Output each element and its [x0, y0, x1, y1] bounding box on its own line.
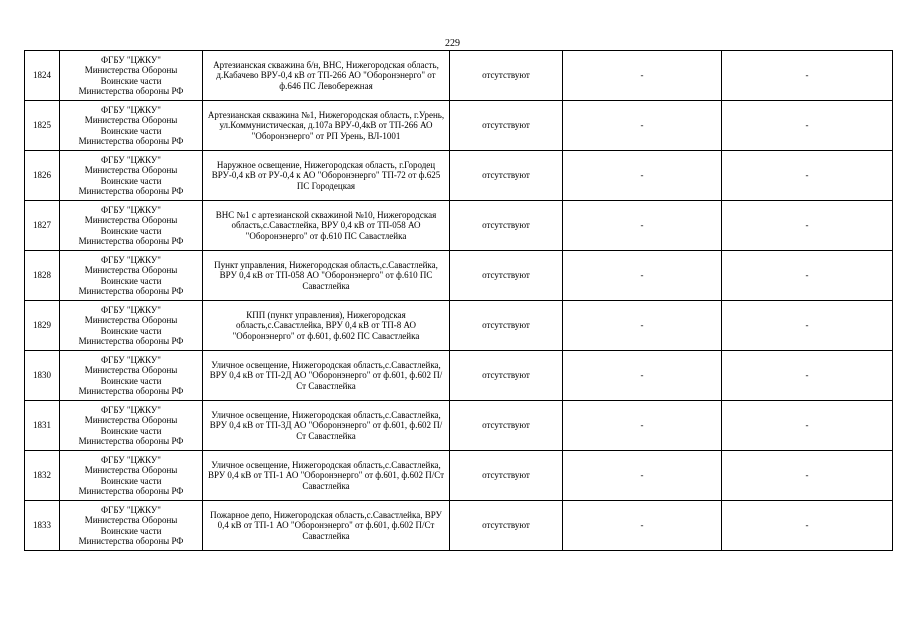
dash-cell: -: [563, 351, 722, 401]
object-description-cell: Пункт управления, Нижегородская область,с.Савастлейка, ВРУ 0,4 кВ от ТП-058 АО "Оборонэнерго" от ф.610 ПС Савастлейка: [203, 251, 450, 301]
organization-line: Министерства обороны РФ: [78, 85, 184, 96]
dash-cell: -: [722, 251, 893, 301]
organization-line: ФГБУ "ЦЖКУ": [101, 505, 161, 516]
organization-line: Министерства Обороны: [84, 115, 178, 126]
dash-cell: -: [563, 101, 722, 151]
organization-line: Министерства обороны РФ: [78, 285, 184, 296]
row-number-cell: 1824: [25, 51, 60, 101]
organization-cell: [60, 151, 203, 201]
organization-line: ФГБУ "ЦЖКУ": [101, 355, 161, 366]
organization-line: ФГБУ "ЦЖКУ": [101, 405, 161, 416]
organization-line: Воинские части: [100, 75, 162, 86]
dash-cell: -: [563, 151, 722, 201]
dash-cell: -: [722, 51, 893, 101]
organization-line: Министерства обороны РФ: [78, 235, 184, 246]
dash-cell: -: [563, 251, 722, 301]
object-description-cell: Пожарное депо, Нижегородская область,с.Савастлейка, ВРУ 0,4 кВ от ТП-1 АО "Оборонэнерго" от ф.601, ф.602 П/Ст Савастлейка: [203, 501, 450, 551]
status-cell: отсутствуют: [450, 351, 563, 401]
status-cell: отсутствуют: [450, 201, 563, 251]
dash-cell: -: [722, 201, 893, 251]
organization-cell: [60, 351, 203, 401]
organization-line: Министерства обороны РФ: [78, 435, 184, 446]
organization-line: Министерства Обороны: [84, 365, 178, 376]
organization-cell: [60, 51, 203, 101]
dash-cell: -: [722, 401, 893, 451]
table-row: [25, 201, 893, 251]
table-row: [25, 451, 893, 501]
dash-cell: -: [722, 101, 893, 151]
object-description-cell: Уличное освещение, Нижегородская область,с.Савастлейка, ВРУ 0,4 кВ от ТП-1 АО "Оборонэнерго" от ф.601, ф.602 П/Ст Савастлейка: [203, 451, 450, 501]
organization-line: Воинские части: [100, 275, 162, 286]
table-row: [25, 101, 893, 151]
table-row: [25, 401, 893, 451]
dash-cell: -: [722, 451, 893, 501]
object-description-cell: Уличное освещение, Нижегородская область,с.Савастлейка, ВРУ 0,4 кВ от ТП-2Д АО "Оборонэнерго" от ф.601, ф.602 П/Ст Савастлейка: [203, 351, 450, 401]
organization-line: Воинские части: [100, 375, 162, 386]
organization-line: Министерства Обороны: [84, 415, 178, 426]
organization-cell: [60, 501, 203, 551]
organization-line: ФГБУ "ЦЖКУ": [101, 455, 161, 466]
registry-table-body: [25, 51, 893, 551]
status-cell: отсутствуют: [450, 301, 563, 351]
organization-line: Министерства обороны РФ: [78, 485, 184, 496]
dash-cell: -: [563, 401, 722, 451]
dash-cell: -: [563, 201, 722, 251]
table-row: [25, 251, 893, 301]
status-cell: отсутствуют: [450, 151, 563, 201]
organization-line: Министерства обороны РФ: [78, 535, 184, 546]
object-description-cell: Артезианская скважина б/н, ВНС, Нижегородская область, д.Кабачево ВРУ-0,4 кВ от ТП-266 АО "Оборонэнерго" от ф.646 ПС Левобережная: [203, 51, 450, 101]
row-number-cell: 1830: [25, 351, 60, 401]
organization-line: ФГБУ "ЦЖКУ": [101, 205, 161, 216]
organization-line: Министерства Обороны: [84, 215, 178, 226]
dash-cell: -: [563, 451, 722, 501]
organization-line: Воинские части: [100, 225, 162, 236]
row-number-cell: 1826: [25, 151, 60, 201]
organization-line: Министерства Обороны: [84, 465, 178, 476]
table-row: [25, 501, 893, 551]
status-cell: отсутствуют: [450, 101, 563, 151]
organization-line: ФГБУ "ЦЖКУ": [101, 255, 161, 266]
page-number: 229: [445, 38, 460, 49]
organization-line: ФГБУ "ЦЖКУ": [101, 55, 161, 66]
table-row: [25, 301, 893, 351]
registry-table: [24, 50, 893, 551]
organization-line: Министерства обороны РФ: [78, 335, 184, 346]
row-number-cell: 1832: [25, 451, 60, 501]
table-row: [25, 351, 893, 401]
dash-cell: -: [563, 301, 722, 351]
organization-cell: [60, 101, 203, 151]
organization-line: Воинские части: [100, 325, 162, 336]
object-description-cell: Уличное освещение, Нижегородская область,с.Савастлейка, ВРУ 0,4 кВ от ТП-3Д АО "Оборонэнерго" от ф.601, ф.602 П/Ст Савастлейка: [203, 401, 450, 451]
status-cell: отсутствуют: [450, 401, 563, 451]
object-description-cell: Артезианская скважина №1, Нижегородская область, г.Урень, ул.Коммунистическая, д.107а ВРУ-0,4кВ от ТП-266 АО "Оборонэнерго" от РП Урень, ВЛ-1001: [203, 101, 450, 151]
organization-line: Воинские части: [100, 425, 162, 436]
organization-line: ФГБУ "ЦЖКУ": [101, 105, 161, 116]
organization-line: Министерства обороны РФ: [78, 185, 184, 196]
organization-line: Министерства Обороны: [84, 165, 178, 176]
row-number-cell: 1825: [25, 101, 60, 151]
row-number-cell: 1827: [25, 201, 60, 251]
organization-line: Министерства Обороны: [84, 315, 178, 326]
status-cell: отсутствуют: [450, 51, 563, 101]
object-description-cell: ВНС №1 с артезианской скважиной №10, Нижегородская область,с.Савастлейка, ВРУ 0,4 кВ от ТП-058 АО "Оборонэнерго" от ф.610 ПС Савастлейка: [203, 201, 450, 251]
organization-cell: [60, 451, 203, 501]
dash-cell: -: [563, 51, 722, 101]
organization-line: Министерства обороны РФ: [78, 135, 184, 146]
organization-line: Воинские части: [100, 475, 162, 486]
object-description-cell: КПП (пункт управления), Нижегородская область,с.Савастлейка, ВРУ 0,4 кВ от ТП-8 АО "Оборонэнерго" от ф.601, ф.602 ПС Савастлейка: [203, 301, 450, 351]
organization-cell: [60, 201, 203, 251]
object-description-cell: Наружное освещение, Нижегородская область, г.Городец ВРУ-0,4 кВ от РУ-0,4 к АО "Оборонэнерго" ТП-72 от ф.625 ПС Городецкая: [203, 151, 450, 201]
row-number-cell: 1828: [25, 251, 60, 301]
status-cell: отсутствуют: [450, 251, 563, 301]
organization-line: ФГБУ "ЦЖКУ": [101, 155, 161, 166]
dash-cell: -: [722, 501, 893, 551]
organization-cell: [60, 401, 203, 451]
row-number-cell: 1831: [25, 401, 60, 451]
organization-cell: [60, 301, 203, 351]
dash-cell: -: [722, 151, 893, 201]
status-cell: отсутствуют: [450, 501, 563, 551]
organization-line: Министерства обороны РФ: [78, 385, 184, 396]
dash-cell: -: [722, 301, 893, 351]
organization-line: Министерства Обороны: [84, 515, 178, 526]
organization-line: Воинские части: [100, 525, 162, 536]
organization-line: Министерства Обороны: [84, 265, 178, 276]
table-row: [25, 51, 893, 101]
organization-cell: [60, 251, 203, 301]
organization-line: Воинские части: [100, 175, 162, 186]
organization-line: Министерства Обороны: [84, 65, 178, 76]
dash-cell: -: [722, 351, 893, 401]
organization-line: Воинские части: [100, 125, 162, 136]
status-cell: отсутствуют: [450, 451, 563, 501]
row-number-cell: 1833: [25, 501, 60, 551]
organization-line: ФГБУ "ЦЖКУ": [101, 305, 161, 316]
dash-cell: -: [563, 501, 722, 551]
row-number-cell: 1829: [25, 301, 60, 351]
table-row: [25, 151, 893, 201]
